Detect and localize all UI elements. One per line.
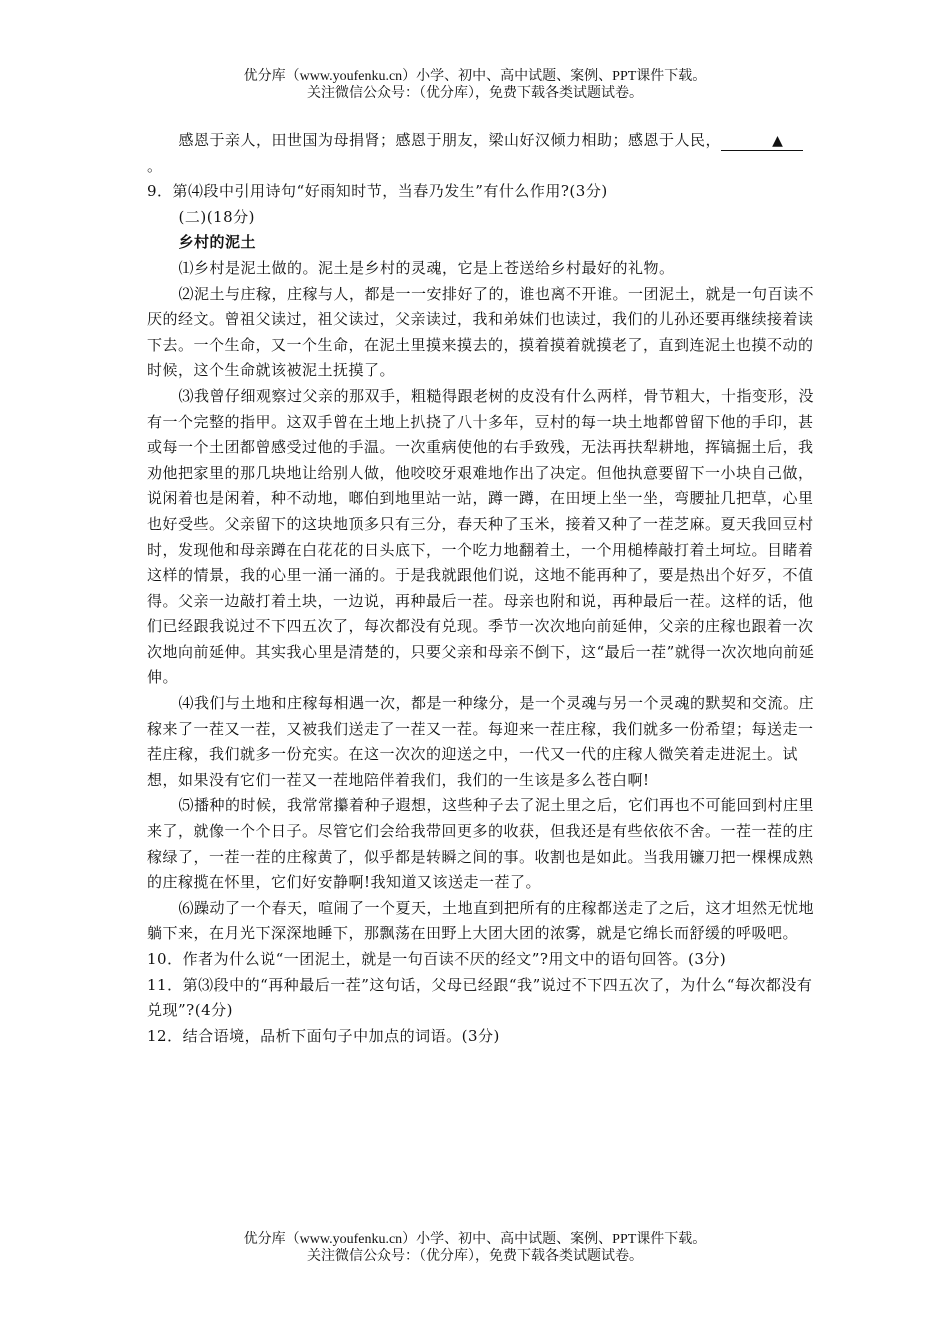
intro-text: 感恩于亲人，田世国为母捐肾；感恩于朋友，梁山好汉倾力相助；感恩于人民，: [178, 131, 722, 149]
header-line-2: 关注微信公众号：（优分库），免费下载各类试题试卷。: [307, 86, 643, 101]
paragraph-5: ⑸播种的时候，我常常攥着种子遐想，这些种子去了泥土里之后，它们再也不可能回到村庄里来了，就像一个个日子。尽管它们会给我带回更多的收获，但我还是有些依依不舍。一茬一茬的庄稼绿了，一茬一茬的庄稼黄了，似乎都是转瞬之间的事。收割也是如此。当我用镰刀把一棵棵成熟的庄稼揽在怀里，它们好安静啊!我知道又该送走一茬了。: [147, 796, 815, 892]
paragraph-3: ⑶我曾仔细观察过父亲的那双手，粗糙得跟老树的皮没有什么两样，骨节粗大，十指变形，没有一个完整的指甲。这双手曾在土地上扒挠了八十多年，豆村的每一块土地都曾留下他的手印，甚或每一个土团都曾感受过他的手温。一次重病使他的右手致残，无法再扶犁耕地，挥镐掘土后，我劝他把家里的那几块地让给别人做，他咬咬牙艰难地作出了决定。但他执意要留下一小块自己做，说闲着也是闲着，种不动地，啷伯到地里站一站，蹲一蹲，在田埂上坐一坐，弯腰扯几把草，心里也好受些。父亲留下的这块地顶多只有三分，春天种了玉米，接着又种了一茬芝麻。夏天我回豆村时，发现他和母亲蹲在白花花的日头底下，一个吃力地翻着土，一个用槌棒敲打着土坷垃。目睹着这样的情景，我的心里一涌一涌的。于是我就跟他们说，这地不能再种了，要是热出个好歹，不值得。父亲一边敲打着土块，一边说，再种最后一茬。母亲也附和说，再种最后一茬。这样的话，他们已经跟我说过不下四五次了，每次都没有兑现。季节一次次地向前延伸，父亲的庄稼也跟着一次次地向前延伸。其实我心里是清楚的，只要父亲和母亲不倒下，这“最后一茬”就得一次次地向前延伸。: [147, 386, 815, 687]
paragraph-1: ⑴乡村是泥土做的。泥土是乡村的灵魂，它是上苍送给乡村最好的礼物。: [178, 258, 675, 277]
header-line-1: 优分库（www.youfenku.cn）小学、初中、高中试题、案例、PPT课件下载。: [243, 69, 707, 84]
question-11: 11．第⑶段中的“再种最后一茬”这句话，父母已经跟“我”说过不下四五次了，为什么“每次都没有兑现”?(4分): [147, 975, 813, 1020]
document-body: [147, 128, 817, 1049]
answer-blank: [721, 132, 803, 151]
triangle-icon: ▲: [772, 133, 784, 149]
paragraph-6: ⑹躁动了一个春天，喧闹了一个夏天，土地直到把所有的庄稼都送走了之后，这才坦然无忧地躺下来，在月光下深深地睡下，那飘荡在田野上大团大团的浓雾，就是它绵长而舒缓的呼吸吧。: [147, 898, 815, 943]
paragraph-2: ⑵泥土与庄稼，庄稼与人，都是一一安排好了的，谁也离不开谁。一团泥土，就是一句百读不厌的经文。曾祖父读过，祖父读过，父亲读过，我和弟妹们也读过，我们的儿孙还要再继续接着读下去。一个生命，又一个生命，在泥土里摸来摸去的，摸着摸着就摸老了，直到连泥土也摸不动的时候，这个生命就该被泥土抚摸了。: [147, 284, 815, 380]
section-heading: (二)(18分): [178, 207, 255, 226]
intro-end: 。: [147, 156, 163, 175]
footer-line-1: 优分库（www.youfenku.cn）小学、初中、高中试题、案例、PPT课件下载。: [243, 1232, 707, 1247]
question-10: 10．作者为什么说“一团泥土，就是一句百读不厌的经文”?用文中的语句回答。(3分): [147, 950, 727, 968]
intro-line: [147, 128, 817, 179]
paragraph-4: ⑷我们与土地和庄稼每相遇一次，都是一种缘分，是一个灵魂与另一个灵魂的默契和交流。庄稼来了一茬又一茬，又被我们送走了一茬又一茬。每迎来一茬庄稼，我们就多一份希望；每送走一茬庄稼，我们就多一份充实。在这一次次的迎送之中，一代又一代的庄稼人微笑着走进泥土。试想，如果没有它们一茬又一茬地陪伴着我们，我们的一生该是多么苍白啊!: [147, 694, 815, 789]
article-title: 乡村的泥土: [178, 233, 257, 252]
page-footer: [0, 1231, 950, 1265]
question-9: 9．第⑷段中引用诗句“好雨知时节，当春乃发生”有什么作用?(3分): [147, 182, 608, 201]
question-12: 12．结合语境，品析下面句子中加点的词语。(3分): [147, 1026, 500, 1045]
page-header: [0, 68, 950, 102]
footer-line-2: 关注微信公众号：（优分库），免费下载各类试题试卷。: [307, 1249, 643, 1264]
